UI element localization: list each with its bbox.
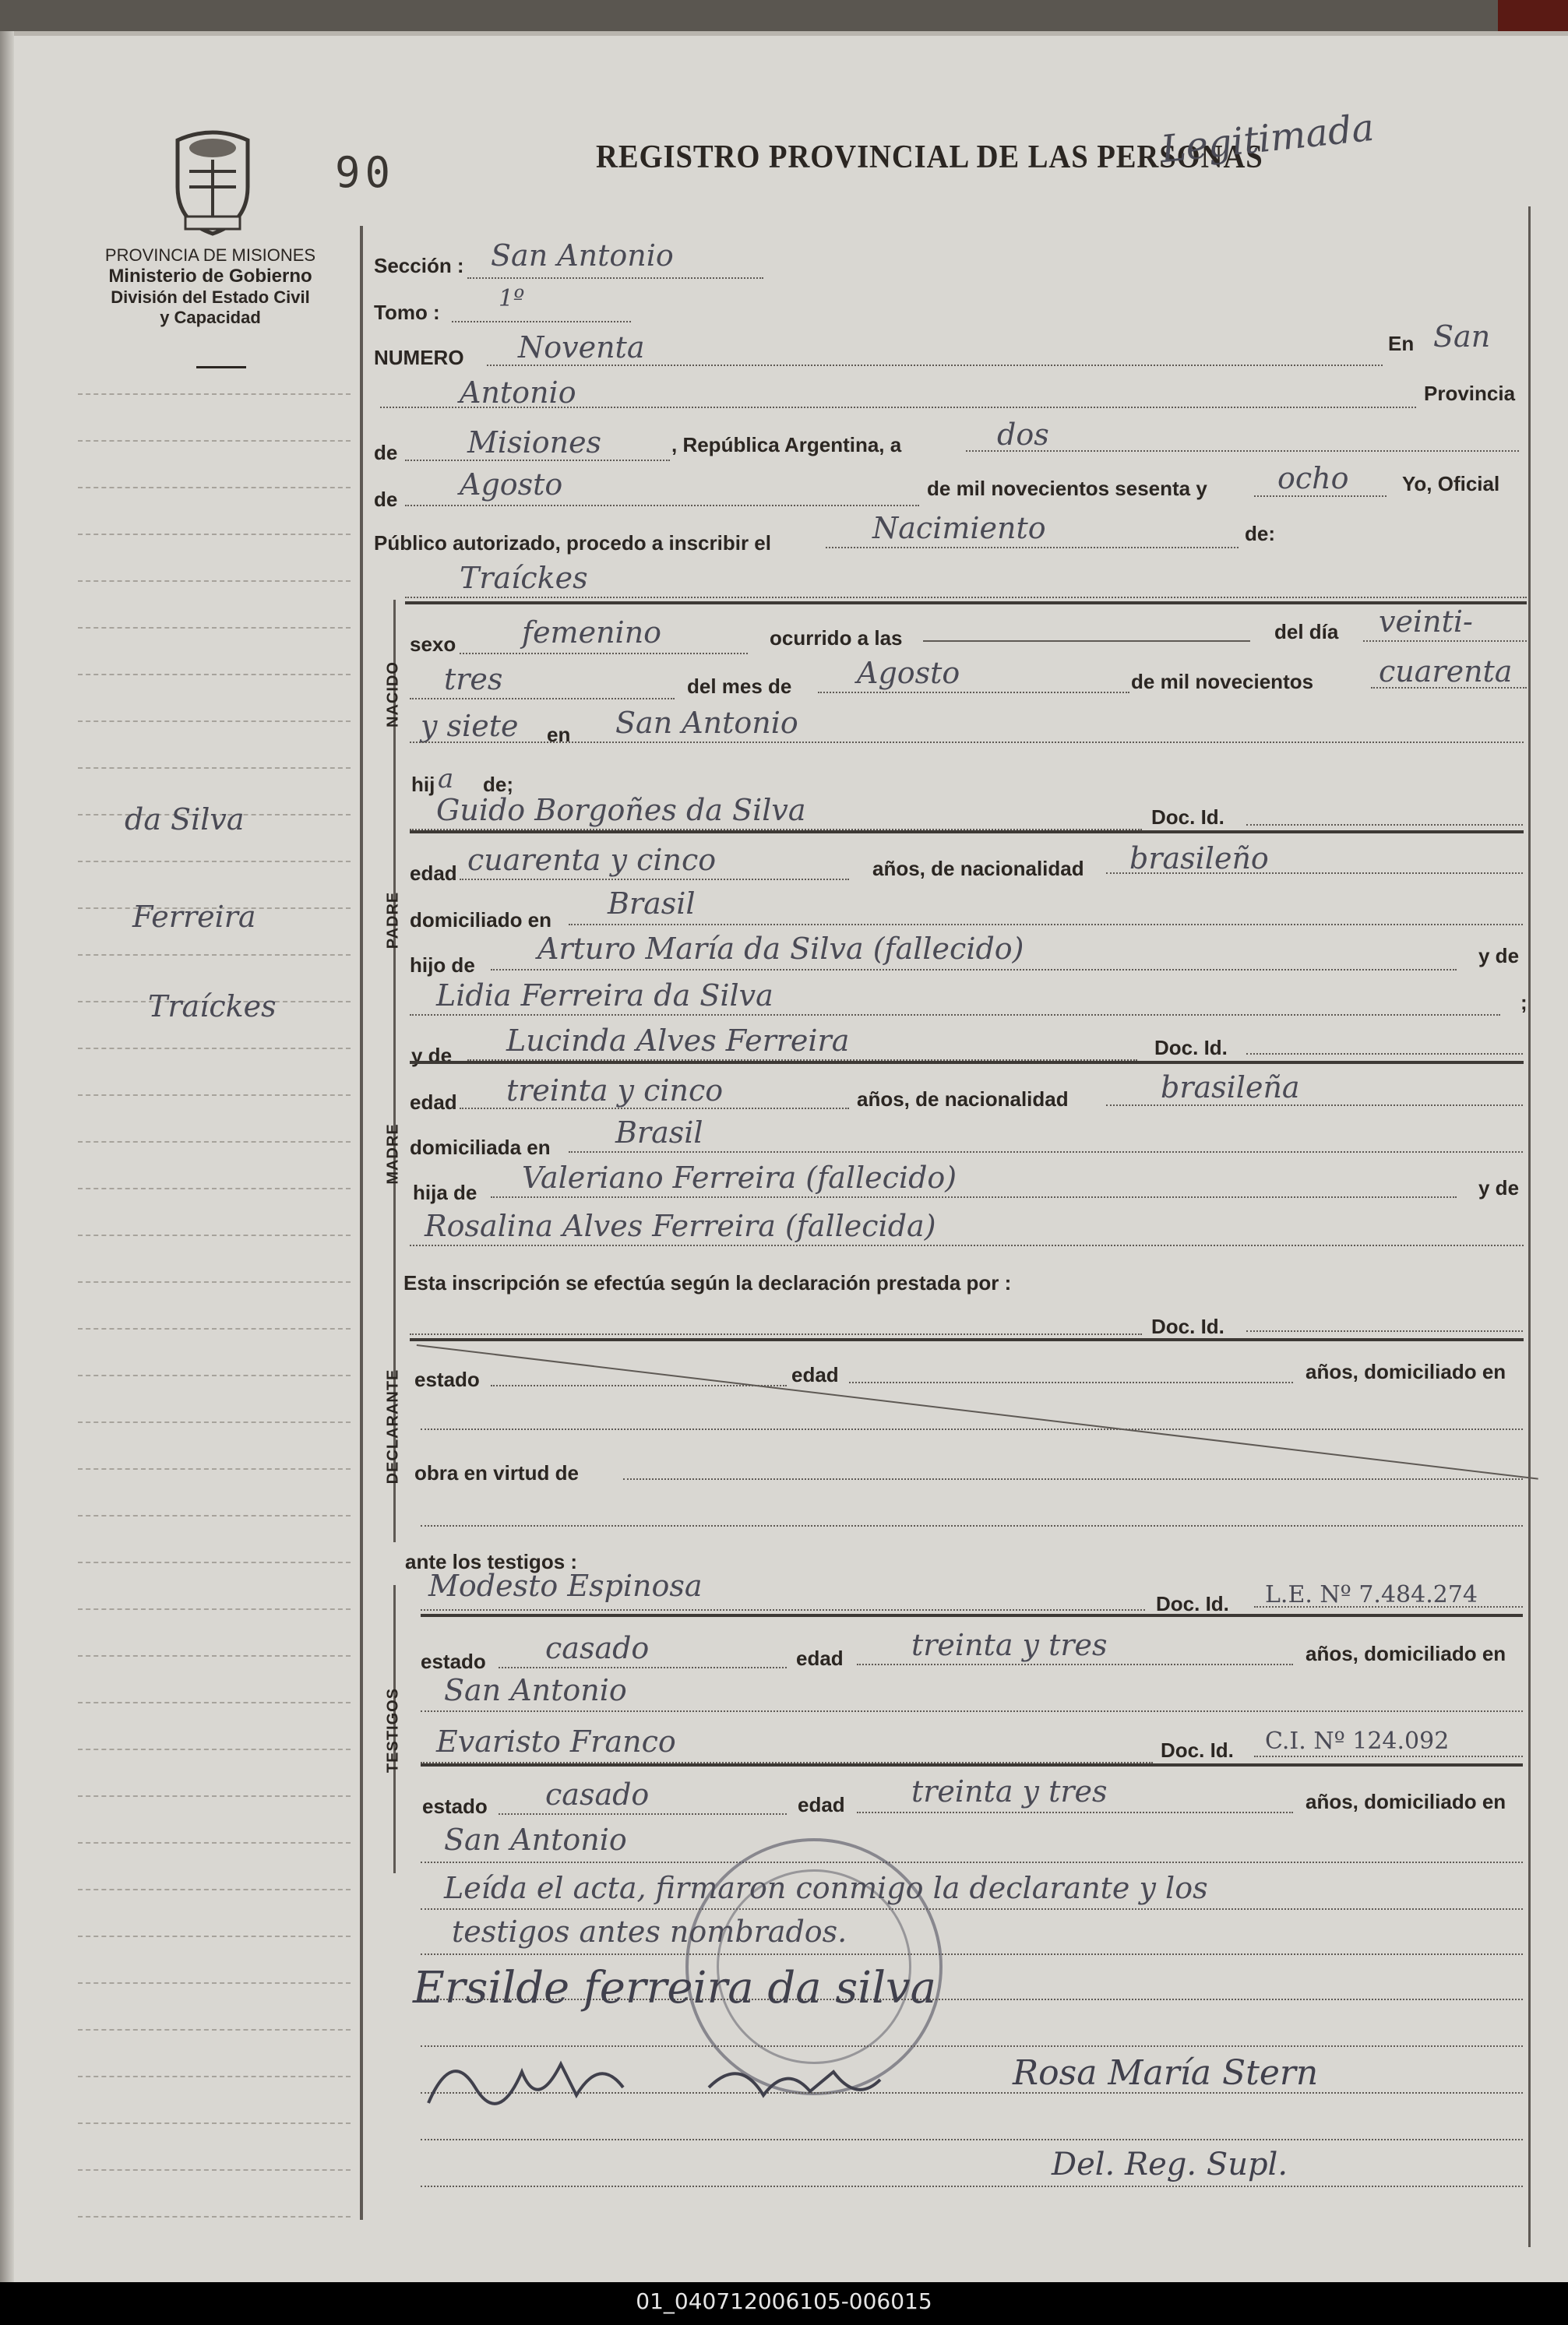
padre-dom-label: domiciliado en xyxy=(410,908,552,932)
mes-value: Agosto xyxy=(460,467,563,502)
testigo1-nombre-value: Modesto Espinosa xyxy=(428,1569,703,1603)
nombre-line xyxy=(405,597,1527,598)
declarante-anios-label: años, domiciliado en xyxy=(1305,1360,1506,1383)
margin-rule-line xyxy=(78,440,351,442)
padre-side-label: PADRE xyxy=(384,891,402,949)
margin-rule-line xyxy=(78,534,351,535)
anio-nac-value: cuarenta xyxy=(1379,654,1513,689)
margin-rule-line xyxy=(78,1795,351,1797)
madre-madre-value: Rosalina Alves Ferreira (fallecida) xyxy=(425,1209,936,1243)
madre-nac-line xyxy=(1106,1104,1523,1106)
margin-rule-line xyxy=(78,1889,351,1890)
padre-edad-value: cuarenta y cinco xyxy=(467,843,717,877)
tomo-line xyxy=(452,321,631,322)
testigo1-anios-label: años, domiciliado en xyxy=(1305,1642,1506,1665)
madre-nac-label: años, de nacionalidad xyxy=(857,1087,1069,1111)
margin-rule-line xyxy=(78,861,351,862)
madre-padre-line xyxy=(491,1196,1457,1198)
del-dia-label: del día xyxy=(1274,620,1339,643)
oficial-label: Yo, Oficial xyxy=(1402,472,1500,495)
madre-edad-label: edad xyxy=(410,1090,457,1114)
margin-rule-line xyxy=(78,2216,351,2218)
acto-line xyxy=(826,547,1239,548)
margin-rule-line xyxy=(78,954,351,956)
madre-dom-line xyxy=(569,1151,1523,1153)
declarante-obra-line-2 xyxy=(421,1525,1523,1527)
testigo2-doc-value: C.I. Nº 124.092 xyxy=(1265,1728,1450,1755)
declarante-doc-line xyxy=(1246,1330,1523,1332)
testigo2-estado-line xyxy=(499,1813,787,1815)
dia-value: dos xyxy=(997,417,1049,452)
testigo2-nombre-value: Evaristo Franco xyxy=(436,1724,676,1759)
testigo2-edad-value: treinta y tres xyxy=(911,1774,1108,1809)
de-label-2: de xyxy=(374,488,398,511)
ocurrido-label: ocurrido a las xyxy=(770,626,903,650)
madre-nombre-value: Lucinda Alves Ferreira xyxy=(506,1023,850,1058)
provincial-crest-icon xyxy=(162,125,263,241)
testigo2-edad-line xyxy=(857,1812,1293,1813)
closing-line-7-rule xyxy=(421,2186,1523,2187)
testigo2-anios-label: años, domiciliado en xyxy=(1305,1790,1506,1813)
margin-rule-line xyxy=(78,393,351,395)
mes-line xyxy=(405,505,919,506)
margin-rule-line xyxy=(78,720,351,722)
madre-padre-value: Valeriano Ferreira (fallecido) xyxy=(522,1161,957,1195)
witness-signature-2 xyxy=(701,2048,888,2128)
declarante-estado-label: estado xyxy=(414,1368,480,1391)
closing-line-2: testigos antes nombrados. xyxy=(452,1915,847,1949)
margin-rule-line xyxy=(78,1235,351,1236)
margin-rule-line xyxy=(78,2122,351,2124)
margin-rule-line xyxy=(78,1608,351,1610)
page-number: 90 xyxy=(335,148,396,197)
margin-note-ferreira: Ferreira xyxy=(132,900,256,934)
testigo2-dom-line xyxy=(421,1862,1523,1863)
padre-hijo-de-label: hijo de xyxy=(410,953,475,977)
declarante-estado-line xyxy=(491,1385,787,1386)
testigo2-edad-label: edad xyxy=(798,1793,845,1816)
padre-padre-value: Arturo María da Silva (fallecido) xyxy=(537,932,1024,966)
official-signature: Rosa María Stern xyxy=(1013,2053,1319,2093)
declarante-obra-line xyxy=(623,1478,1523,1480)
padre-dom-value: Brasil xyxy=(608,886,696,921)
madre-side-label: MADRE xyxy=(384,1123,402,1185)
office-underline xyxy=(196,366,246,368)
testigo2-rule xyxy=(421,1763,1523,1767)
margin-rule-line xyxy=(78,1702,351,1703)
padre-madre-value: Lidia Ferreira da Silva xyxy=(436,978,773,1013)
office-ministry: Ministerio de Gobierno xyxy=(108,266,312,287)
en-nac-label: en xyxy=(547,723,571,746)
padre-dom-line xyxy=(569,924,1523,925)
margin-rule-line xyxy=(78,1094,351,1096)
numero-line xyxy=(487,365,1383,366)
en-value-cont: Antonio xyxy=(460,375,576,410)
dia-nac-line xyxy=(1363,640,1527,642)
witness-signature-1 xyxy=(421,2041,639,2136)
closing-line-1-rule xyxy=(421,1908,1523,1910)
sexo-label: sexo xyxy=(410,632,456,656)
issuing-office xyxy=(62,245,358,328)
declarante-signature: Ersilde ferreira da silva xyxy=(413,1963,937,2013)
dia-nac-value: veinti- xyxy=(1379,604,1473,639)
seccion-label: Sección : xyxy=(374,254,464,277)
madre-edad-value: treinta y cinco xyxy=(506,1073,724,1108)
closing-line-1: Leída el acta, firmaron conmigo la declarante y los xyxy=(444,1871,1208,1905)
declarante-nombre-line xyxy=(410,1333,1142,1335)
madre-y-de-label: y de xyxy=(411,1044,453,1067)
nombre-value: Traíckes xyxy=(460,561,588,595)
padre-doc-label: Doc. Id. xyxy=(1151,805,1224,829)
closing-line-2-rule xyxy=(421,1953,1523,1955)
padre-nac-label: años, de nacionalidad xyxy=(872,857,1084,880)
localidad-line xyxy=(380,407,1416,408)
page-title: REGISTRO PROVINCIAL DE LAS PERSONAS xyxy=(596,139,1263,175)
publico-label: Público autorizado, procedo a inscribir el xyxy=(374,531,771,555)
padre-top-rule xyxy=(410,830,1524,833)
padre-edad-label: edad xyxy=(410,861,457,885)
margin-rule-line xyxy=(78,2029,351,2031)
testigo1-edad-label: edad xyxy=(796,1647,844,1670)
declarante-side-label: DECLARANTE xyxy=(384,1369,402,1485)
madre-nac-value: brasileña xyxy=(1161,1070,1300,1104)
dia-nac-value-cont: tres xyxy=(444,662,503,696)
margin-note-name: Traíckes xyxy=(148,989,277,1023)
closing-line-6-rule xyxy=(421,2139,1523,2140)
margin-rule-line xyxy=(78,1375,351,1376)
margin-rule-line xyxy=(78,1982,351,1984)
form-right-border xyxy=(1528,206,1531,2247)
margin-rule-line xyxy=(78,1842,351,1844)
office-province: PROVINCIA DE MISIONES xyxy=(104,245,316,265)
padre-nac-line xyxy=(1106,872,1523,874)
margin-rule-line xyxy=(78,627,351,629)
madre-doc-line xyxy=(1246,1053,1523,1055)
testigo1-doc-value: L.E. Nº 7.484.274 xyxy=(1265,1581,1478,1608)
republica-label: , República Argentina, a xyxy=(671,433,902,456)
official-title-signature: Del. Reg. Supl. xyxy=(1052,2147,1288,2182)
en-value: San xyxy=(1433,319,1491,354)
anio-line xyxy=(1254,495,1387,497)
del-mes-label: del mes de xyxy=(687,675,792,698)
lugar-nac-value: San Antonio xyxy=(615,706,798,740)
nacido-side-label: NACIDO xyxy=(384,661,402,727)
margin-rule-line xyxy=(78,1048,351,1049)
seccion-line xyxy=(467,277,763,279)
margin-rule-line xyxy=(78,1328,351,1330)
madre-doc-label: Doc. Id. xyxy=(1154,1036,1228,1059)
corner-annotation: Legitimada xyxy=(1158,105,1376,172)
office-capacity: y Capacidad xyxy=(160,308,261,327)
tomo-label: Tomo : xyxy=(374,301,440,324)
testigo2-estado-label: estado xyxy=(422,1795,488,1818)
lugar-nac-line xyxy=(410,742,1524,743)
padre-nac-value: brasileño xyxy=(1129,841,1269,875)
margin-rule-line xyxy=(78,1562,351,1563)
mil-label: de mil novecientos sesenta y xyxy=(927,477,1207,500)
padre-semicolon: ; xyxy=(1520,991,1527,1014)
dia-nac-line-2 xyxy=(410,698,675,699)
provincia-value: Misiones xyxy=(467,425,602,460)
testigo1-dom-line xyxy=(421,1710,1523,1712)
testigo2-estado-value: casado xyxy=(545,1777,650,1812)
testigo2-doc-label: Doc. Id. xyxy=(1161,1738,1234,1762)
testigos-top-rule xyxy=(421,1614,1523,1617)
margin-rule-line xyxy=(78,2169,351,2171)
padre-nombre-value: Guido Borgoñes da Silva xyxy=(436,793,806,827)
page-gutter-shadow xyxy=(0,31,14,2282)
padre-madre-line xyxy=(410,1014,1500,1016)
declarante-dom-line xyxy=(421,1428,1523,1430)
testigo1-edad-line xyxy=(857,1664,1293,1665)
provincia-line xyxy=(405,460,670,461)
mil-nac-label: de mil novecientos xyxy=(1131,670,1314,693)
declarante-top-rule xyxy=(410,1338,1524,1341)
margin-rule-line xyxy=(78,2076,351,2077)
testigo1-doc-line xyxy=(1254,1606,1523,1608)
sexo-value: femenino xyxy=(522,615,662,650)
margin-rule-line xyxy=(78,1515,351,1517)
declarante-obra-label: obra en virtud de xyxy=(414,1461,579,1485)
padre-padre-line xyxy=(491,969,1457,971)
testigo1-estado-value: casado xyxy=(545,1631,650,1665)
testigos-side-label: TESTIGOS xyxy=(384,1687,402,1774)
testigos-intro: ante los testigos : xyxy=(405,1550,578,1573)
margin-rule-line xyxy=(78,1188,351,1189)
testigo1-estado-line xyxy=(499,1667,787,1668)
acto-value: Nacimiento xyxy=(872,511,1046,545)
image-caption: 01_040712006105-006015 xyxy=(636,2288,932,2314)
numero-value: Noventa xyxy=(518,330,645,365)
margin-rule-line xyxy=(78,1655,351,1657)
hijo-label: hij xyxy=(411,773,435,796)
declarante-doc-label: Doc. Id. xyxy=(1151,1315,1224,1338)
de-label: de xyxy=(374,441,398,464)
madre-dom-label: domiciliada en xyxy=(410,1136,551,1159)
testigo1-edad-value: treinta y tres xyxy=(911,1628,1108,1662)
testigo1-estado-label: estado xyxy=(421,1650,486,1673)
testigo1-nombre-line xyxy=(421,1609,1145,1611)
madre-edad-line xyxy=(460,1108,849,1109)
nacido-top-rule xyxy=(405,601,1527,604)
margin-rule-line xyxy=(78,1936,351,1937)
testigo2-dom-value: San Antonio xyxy=(444,1823,627,1857)
margin-rule-line xyxy=(78,674,351,675)
anio-nac-line xyxy=(1371,687,1527,689)
margin-rule-line xyxy=(78,767,351,769)
padre-y-de-label: y de xyxy=(1478,944,1520,967)
de-colon-label: de: xyxy=(1245,522,1275,545)
madre-y-de-label-2: y de xyxy=(1478,1176,1520,1199)
padre-edad-line xyxy=(460,879,849,880)
madre-dom-value: Brasil xyxy=(615,1115,703,1150)
margin-rule-line xyxy=(78,487,351,488)
seccion-value: San Antonio xyxy=(491,238,674,273)
margin-rule-line xyxy=(78,580,351,582)
margin-rule-line xyxy=(78,1141,351,1143)
mes-nac-line xyxy=(818,692,1129,693)
margin-rule-line xyxy=(78,1468,351,1470)
declarante-edad-line xyxy=(849,1382,1293,1383)
sexo-line xyxy=(460,653,748,654)
provincia-label: Provincia xyxy=(1424,382,1516,405)
declaracion-intro: Esta inscripción se efectúa según la declaración prestada por : xyxy=(403,1271,1012,1295)
mes-nac-value: Agosto xyxy=(857,656,960,690)
office-division: División del Estado Civil xyxy=(111,287,310,307)
numero-label: NUMERO xyxy=(374,346,464,369)
hijo-suffix: a xyxy=(438,763,454,794)
hijo-de-label: de; xyxy=(483,773,513,796)
anio-nac-value-cont: y siete xyxy=(421,709,519,743)
madre-top-rule xyxy=(410,1061,1524,1064)
testigo1-doc-label: Doc. Id. xyxy=(1156,1592,1229,1615)
testigo2-doc-line xyxy=(1254,1756,1523,1757)
margin-note-surname: da Silva xyxy=(125,802,245,837)
dia-line xyxy=(966,450,1519,452)
en-label: En xyxy=(1388,332,1415,355)
margin-rule-line xyxy=(78,1281,351,1283)
testigo1-dom-value: San Antonio xyxy=(444,1673,627,1707)
margin-rule-line xyxy=(78,1421,351,1423)
declarante-edad-label: edad xyxy=(791,1363,839,1386)
padre-doc-line xyxy=(1246,824,1523,826)
anio-value: ocho xyxy=(1277,461,1349,495)
margin-rule-line xyxy=(78,1749,351,1750)
tomo-value: 1º xyxy=(499,285,525,312)
hora-line xyxy=(923,640,1250,642)
margin-divider xyxy=(360,226,363,2220)
madre-madre-line xyxy=(410,1245,1524,1246)
madre-hija-de-label: hija de xyxy=(413,1181,477,1204)
